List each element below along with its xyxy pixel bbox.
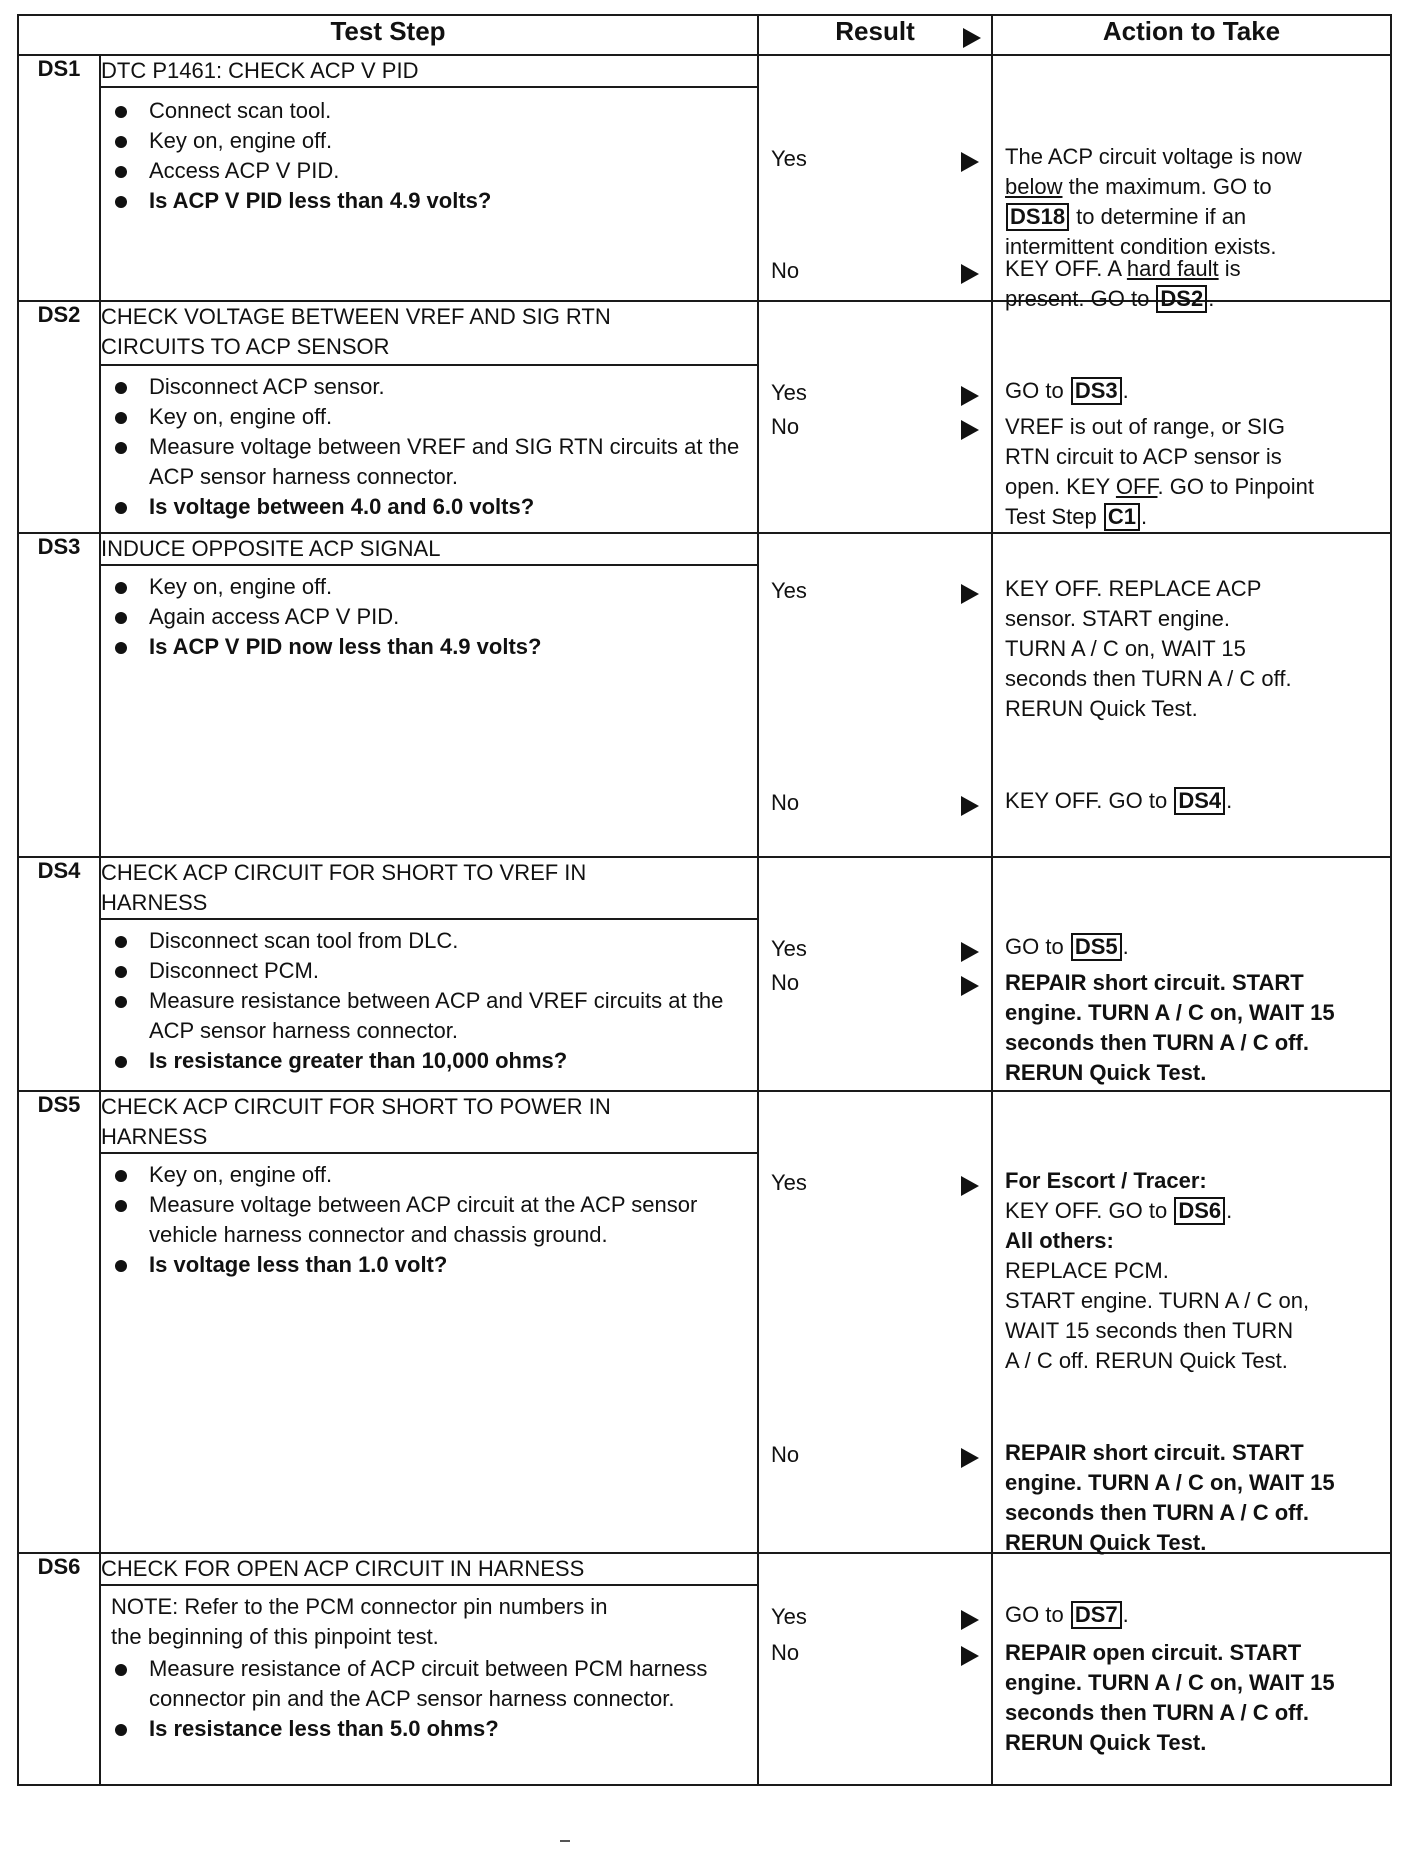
step-body — [100, 87, 758, 301]
arrow-right-icon — [961, 974, 979, 1004]
action-line — [1005, 932, 1384, 962]
bullet-item: Key on, engine off. — [111, 126, 747, 156]
action-line: START engine. TURN A / C on, — [1005, 1288, 1310, 1313]
result-no — [771, 1638, 985, 1668]
action-yes — [1005, 142, 1384, 262]
bullet-item: Disconnect ACP sensor. — [111, 372, 747, 402]
action-text: present. GO to — [1005, 286, 1156, 311]
step-ref-link[interactable]: DS4 — [1174, 787, 1225, 815]
action-text: . — [1140, 504, 1148, 529]
action-line: REPAIR short circuit. START — [1005, 970, 1304, 995]
action-line: RTN circuit to ACP sensor is — [1005, 444, 1282, 469]
bullet-question: Is resistance greater than 10,000 ohms? — [111, 1046, 747, 1076]
action-text: is — [1218, 256, 1241, 281]
step-ref-link[interactable]: C1 — [1104, 503, 1140, 531]
action-no — [1005, 786, 1384, 816]
action-yes — [1005, 376, 1384, 406]
bullet-item: Measure voltage between ACP circuit at the ACP sensor vehicle harness connector and chassis ground. — [111, 1190, 747, 1250]
step-ref-link[interactable]: DS5 — [1071, 933, 1122, 961]
result-cell — [758, 1553, 992, 1785]
arrow-right-icon — [961, 150, 979, 180]
action-line: engine. TURN A / C on, WAIT 15 — [1005, 1000, 1335, 1025]
bullet-question: Is voltage less than 1.0 volt? — [111, 1250, 747, 1280]
bullet-question: Is voltage between 4.0 and 6.0 volts? — [111, 492, 747, 522]
step-id: DS4 — [18, 857, 100, 1091]
action-line: engine. TURN A / C on, WAIT 15 — [1005, 1470, 1335, 1495]
result-no — [771, 1440, 985, 1470]
action-line: The ACP circuit voltage is now — [1005, 144, 1302, 169]
arrow-right-icon — [961, 940, 979, 970]
step-bullets — [111, 1160, 747, 1280]
action-line — [1005, 1600, 1384, 1630]
step-id: DS5 — [18, 1091, 100, 1553]
step-ref-link[interactable]: DS3 — [1071, 377, 1122, 405]
action-cell — [992, 301, 1391, 533]
bullet-item: Again access ACP V PID. — [111, 602, 747, 632]
action-cell — [992, 1091, 1391, 1553]
heading-line: CHECK ACP CIRCUIT FOR SHORT TO VREF IN — [101, 860, 587, 885]
step-heading — [100, 857, 758, 919]
arrow-right-icon — [961, 1608, 979, 1638]
bullet-item: Measure resistance of ACP circuit between PCM harness connector pin and the ACP sensor harness connector. — [111, 1654, 747, 1714]
result-yes — [771, 1168, 985, 1198]
action-line: seconds then TURN A / C off. — [1005, 666, 1292, 691]
action-text: GO to — [1005, 934, 1070, 959]
step-body — [100, 365, 758, 533]
arrow-right-icon — [961, 262, 979, 292]
result-label: No — [771, 790, 800, 815]
bullet-question: Is ACP V PID less than 4.9 volts? — [111, 186, 747, 216]
step-id: DS6 — [18, 1553, 100, 1785]
result-label: No — [771, 1442, 800, 1467]
action-line — [1005, 202, 1384, 232]
header-row — [18, 15, 1391, 55]
action-line: sensor. START engine. — [1005, 606, 1231, 631]
action-line — [1005, 254, 1384, 284]
bullet-item: Key on, engine off. — [111, 1160, 747, 1190]
step-body — [100, 1153, 758, 1553]
result-label: Yes — [771, 146, 807, 171]
step-heading-row — [18, 1091, 1391, 1153]
step-heading-row — [18, 533, 1391, 565]
action-text: hard fault — [1126, 256, 1219, 281]
result-no — [771, 256, 985, 286]
action-line: engine. TURN A / C on, WAIT 15 — [1005, 1670, 1335, 1695]
result-no — [771, 968, 985, 998]
action-line: KEY OFF. REPLACE ACP — [1005, 576, 1262, 601]
heading-line: HARNESS — [101, 890, 208, 915]
result-no — [771, 412, 985, 442]
action-no — [1005, 1638, 1384, 1758]
action-text: open. KEY — [1005, 474, 1116, 499]
result-label: No — [771, 258, 800, 283]
action-text: . — [1226, 788, 1233, 813]
action-no — [1005, 968, 1384, 1088]
step-ref-link[interactable]: DS2 — [1156, 285, 1207, 313]
result-label: Yes — [771, 380, 807, 405]
action-line: intermittent condition exists. — [1005, 234, 1277, 259]
action-text: . — [1122, 1602, 1129, 1627]
action-line: REPAIR short circuit. START — [1005, 1440, 1304, 1465]
action-line: WAIT 15 seconds then TURN — [1005, 1318, 1294, 1343]
bullet-item: Key on, engine off. — [111, 572, 747, 602]
arrow-right-icon — [961, 1174, 979, 1204]
action-cell — [992, 857, 1391, 1091]
bullet-item: Key on, engine off. — [111, 402, 747, 432]
arrow-right-icon — [961, 418, 979, 448]
action-line — [1005, 376, 1384, 406]
step-id: DS2 — [18, 301, 100, 533]
action-text: . GO to Pinpoint — [1157, 474, 1315, 499]
step-heading — [100, 1091, 758, 1153]
action-line: VREF is out of range, or SIG — [1005, 414, 1286, 439]
arrow-right-icon — [961, 794, 979, 824]
bullet-item: Measure voltage between VREF and SIG RTN circuits at the ACP sensor harness connector. — [111, 432, 747, 492]
pinpoint-test-table — [17, 14, 1392, 1786]
heading-line: CHECK VOLTAGE BETWEEN VREF AND SIG RTN — [101, 304, 611, 329]
heading-line: HARNESS — [101, 1124, 208, 1149]
step-heading: INDUCE OPPOSITE ACP SIGNAL — [100, 533, 758, 565]
result-label: No — [771, 970, 800, 995]
action-line: TURN A / C on, WAIT 15 — [1005, 636, 1246, 661]
action-text: KEY OFF. GO to — [1005, 788, 1174, 813]
step-body — [100, 565, 758, 857]
action-cell — [992, 55, 1391, 311]
action-subheading: All others: — [1005, 1228, 1114, 1253]
step-ref-link[interactable]: DS6 — [1174, 1197, 1225, 1225]
result-cell — [758, 533, 992, 857]
action-line: REPAIR open circuit. START — [1005, 1640, 1302, 1665]
action-yes — [1005, 1166, 1384, 1376]
bullet-item: Disconnect scan tool from DLC. — [111, 926, 747, 956]
result-cell — [758, 301, 992, 533]
action-text: . — [1122, 934, 1129, 959]
action-line: RERUN Quick Test. — [1005, 1730, 1207, 1755]
step-heading-row — [18, 1553, 1391, 1585]
result-yes — [771, 1602, 985, 1632]
result-yes — [771, 144, 985, 174]
result-label: Yes — [771, 936, 807, 961]
heading-line: CIRCUITS TO ACP SENSOR — [101, 334, 390, 359]
action-line — [1005, 172, 1384, 202]
action-line — [1005, 502, 1384, 532]
result-header-label: Result — [835, 16, 915, 46]
step-bullets — [111, 926, 747, 1076]
result-label: Yes — [771, 1604, 807, 1629]
result-yes — [771, 934, 985, 964]
action-line: seconds then TURN A / C off. — [1005, 1500, 1309, 1525]
action-text: the maximum. GO to — [1062, 174, 1272, 199]
action-line — [1005, 472, 1384, 502]
step-bullets — [111, 372, 747, 522]
result-label: Yes — [771, 578, 807, 603]
step-id: DS3 — [18, 533, 100, 857]
action-line — [1005, 1196, 1384, 1226]
action-yes — [1005, 574, 1384, 724]
arrow-right-icon — [961, 1644, 979, 1674]
action-text: below — [1005, 174, 1063, 199]
step-heading-row — [18, 857, 1391, 919]
bullet-item: Measure resistance between ACP and VREF circuits at the ACP sensor harness connector. — [111, 986, 747, 1046]
result-cell — [758, 1091, 992, 1553]
result-yes — [771, 576, 985, 606]
bullet-question: Is resistance less than 5.0 ohms? — [111, 1714, 747, 1744]
result-label: Yes — [771, 1170, 807, 1195]
result-no — [771, 788, 985, 818]
action-no — [1005, 412, 1384, 532]
step-bullets — [111, 96, 747, 216]
action-line: seconds then TURN A / C off. — [1005, 1030, 1309, 1055]
step-heading: DTC P1461: CHECK ACP V PID — [100, 55, 758, 87]
step-heading: CHECK FOR OPEN ACP CIRCUIT IN HARNESS — [100, 1553, 758, 1585]
action-line: A / C off. RERUN Quick Test. — [1005, 1348, 1288, 1373]
action-header: Action to Take — [992, 15, 1391, 55]
step-bullets — [111, 572, 747, 662]
result-cell — [758, 857, 992, 1091]
action-no — [1005, 1438, 1384, 1558]
action-cell — [992, 533, 1391, 857]
bullet-item: Access ACP V PID. — [111, 156, 747, 186]
heading-line: CHECK ACP CIRCUIT FOR SHORT TO POWER IN — [101, 1094, 611, 1119]
action-text: GO to — [1005, 378, 1070, 403]
step-note — [111, 1592, 747, 1652]
step-ref-link[interactable]: DS7 — [1071, 1601, 1122, 1629]
action-text: Test Step — [1005, 504, 1103, 529]
step-heading-row — [18, 301, 1391, 365]
action-text: . — [1122, 378, 1129, 403]
action-line: RERUN Quick Test. — [1005, 1060, 1207, 1085]
result-yes — [771, 378, 985, 408]
step-ref-link[interactable]: DS18 — [1006, 203, 1069, 231]
action-text: KEY OFF. A — [1005, 256, 1127, 281]
step-bullets — [111, 1654, 747, 1744]
action-text: . — [1208, 286, 1215, 311]
step-body — [100, 919, 758, 1091]
step-id: DS1 — [18, 55, 100, 301]
bullet-question: Is ACP V PID now less than 4.9 volts? — [111, 632, 747, 662]
action-line: RERUN Quick Test. — [1005, 1530, 1207, 1555]
step-body — [100, 1585, 758, 1785]
action-yes — [1005, 932, 1384, 962]
test-step-header: Test Step — [18, 15, 758, 55]
note-line: NOTE: Refer to the PCM connector pin numbers in — [111, 1594, 608, 1619]
result-cell — [758, 55, 992, 301]
action-text: GO to — [1005, 1602, 1070, 1627]
action-line: REPLACE PCM. — [1005, 1258, 1169, 1283]
result-header — [758, 15, 992, 55]
note-line: the beginning of this pinpoint test. — [111, 1624, 439, 1649]
step-heading — [100, 301, 758, 365]
action-line: seconds then TURN A / C off. — [1005, 1700, 1309, 1725]
action-yes — [1005, 1600, 1384, 1630]
action-text: to determine if an — [1070, 204, 1247, 229]
bullet-item: Disconnect PCM. — [111, 956, 747, 986]
action-text: OFF — [1115, 474, 1158, 499]
bullet-item: Connect scan tool. — [111, 96, 747, 126]
action-text: KEY OFF. GO to — [1005, 1198, 1174, 1223]
arrow-right-icon — [961, 582, 979, 612]
result-label: No — [771, 1640, 800, 1665]
step-heading-row — [18, 55, 1391, 87]
action-text: . — [1226, 1198, 1233, 1223]
arrow-right-icon — [961, 1446, 979, 1476]
arrow-right-icon — [963, 24, 981, 55]
action-subheading: For Escort / Tracer: — [1005, 1168, 1207, 1193]
action-line — [1005, 786, 1384, 816]
arrow-right-icon — [961, 384, 979, 414]
page-mark — [560, 1840, 570, 1842]
action-line: RERUN Quick Test. — [1005, 696, 1198, 721]
result-label: No — [771, 414, 800, 439]
action-cell — [992, 1553, 1391, 1785]
